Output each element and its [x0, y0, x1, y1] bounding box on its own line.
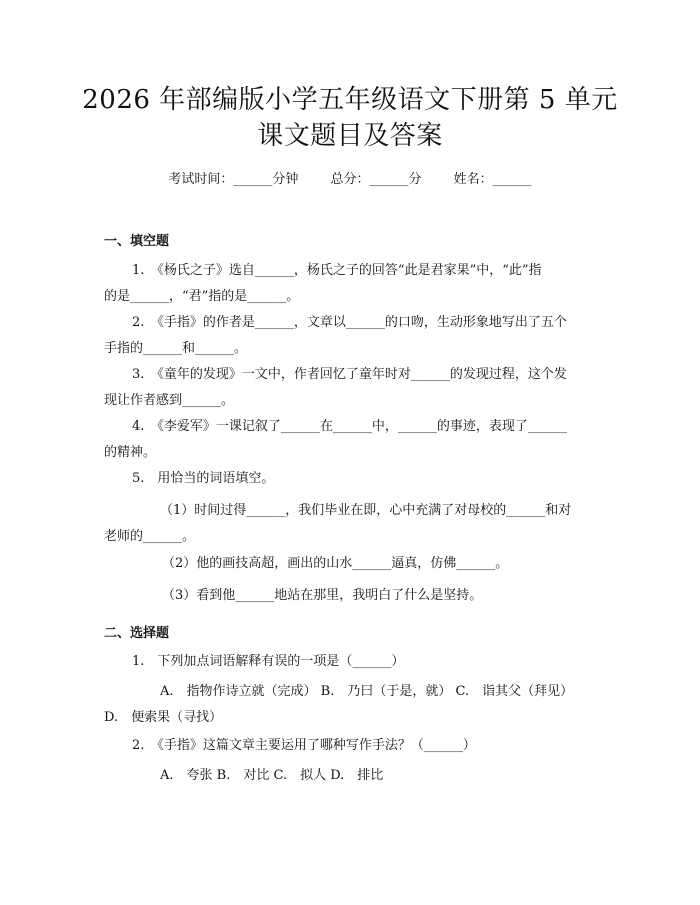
exam-time: 考试时间：______分钟	[168, 172, 299, 187]
fill-question-1	[104, 258, 598, 310]
question-number: 5.	[132, 471, 145, 486]
exam-score: 总分：______分	[330, 172, 422, 187]
question-text-cont: 现让作者感到______。	[104, 393, 235, 408]
question-text: 《李爱军》一课记叙了______在______中，______的事迹，表现了______	[157, 419, 567, 434]
fill-subquestion-1	[104, 498, 598, 550]
exam-name: 姓名：______	[453, 172, 532, 187]
fill-question-2	[104, 310, 598, 362]
options-text: A. 指物作诗立就（完成） B. 乃曰（于是，就） C. 诣其父（拜见）	[160, 684, 574, 699]
fill-question-4	[104, 414, 598, 466]
fill-question-5	[104, 466, 598, 492]
question-number: 1.	[132, 654, 145, 669]
question-text: 下列加点词语解释有误的一项是（______）	[157, 654, 405, 669]
question-text: 《手指》的作者是______，文章以______的口吻，生动形象地写出了五个	[157, 315, 567, 330]
choice-question-1	[104, 649, 598, 675]
section-choice-heading: 二、选择题	[104, 626, 170, 641]
exam-meta	[0, 168, 700, 187]
fill-question-3	[104, 362, 598, 414]
choice-question-2-options	[104, 763, 598, 789]
question-number: 1.	[132, 263, 145, 278]
question-text: 《杨氏之子》选自______，杨氏之子的回答“此是君家果”中，“此”指	[157, 263, 542, 278]
subquestion-text-cont: 老师的______。	[104, 529, 196, 544]
fill-subquestion-2: （2）他的画技高超，画出的山水______逼真，仿佛______。	[162, 556, 509, 571]
question-text-cont: 的是______，“君”指的是______。	[104, 289, 300, 304]
choice-question-1-options	[104, 679, 598, 731]
options-text: A. 夸张 B. 对比 C. 拟人 D. 排比	[160, 768, 384, 783]
section-fill-heading: 一、填空题	[104, 234, 170, 249]
question-text-cont: 的精神。	[104, 445, 157, 460]
question-text: 《手指》这篇文章主要运用了哪种写作手法？（______）	[157, 738, 476, 753]
choice-question-2	[104, 733, 598, 759]
page-title-line1: 2026 年部编版小学五年级语文下册第 5 单元	[82, 85, 618, 115]
question-number: 4.	[132, 419, 145, 434]
question-text: 《童年的发现》一文中，作者回忆了童年时对______的发现过程，这个发	[157, 367, 567, 382]
question-text-cont: 手指的______和______。	[104, 341, 248, 356]
page-title-line2: 课文题目及答案	[257, 121, 443, 151]
question-number: 2.	[132, 738, 145, 753]
options-text-cont: D. 便索果（寻找）	[104, 710, 223, 725]
question-number: 3.	[132, 367, 145, 382]
question-number: 2.	[132, 315, 145, 330]
question-text: 用恰当的词语填空。	[157, 471, 275, 486]
fill-subquestion-3: （3）看到他______地站在那里，我明白了什么是坚持。	[162, 588, 483, 603]
subquestion-text: （1）时间过得______，我们毕业在即，心中充满了对母校的______和对	[160, 503, 572, 518]
